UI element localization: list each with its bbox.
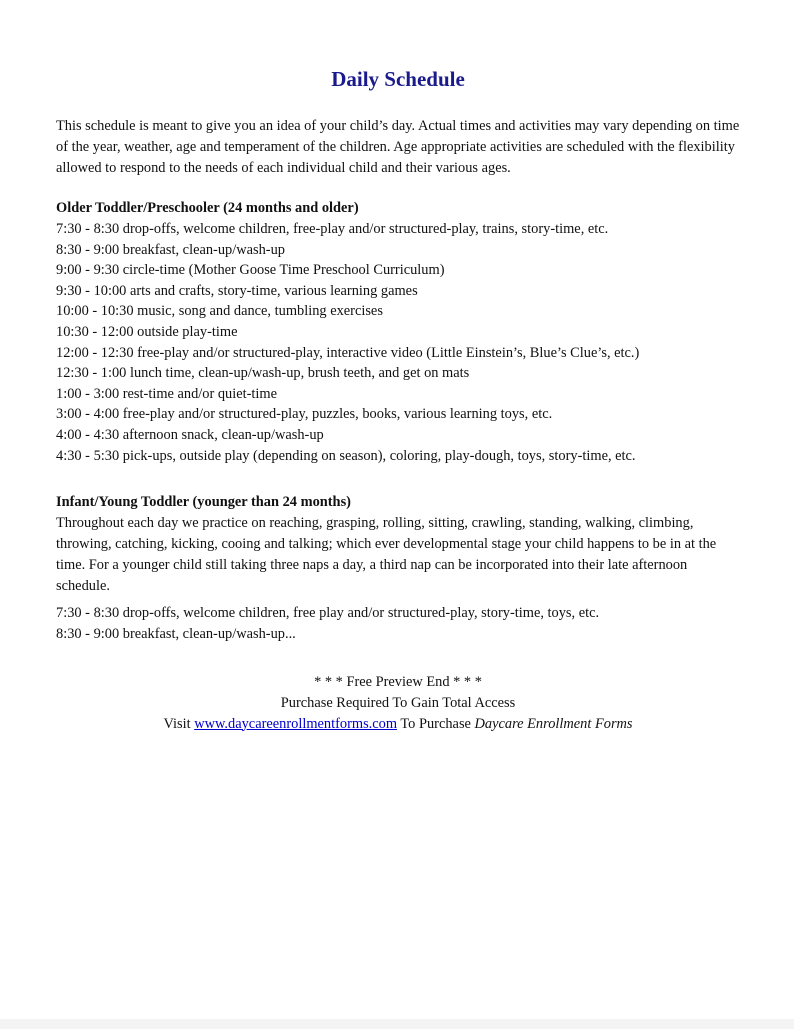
website-link[interactable]: www.daycareenrollmentforms.com: [194, 715, 398, 732]
page-bottom-edge: [0, 1019, 794, 1029]
schedule-item: 12:00 - 12:30 free-play and/or structured-play, interactive video (Little Einstein’s, Blue’s Clue’s, etc.): [56, 344, 640, 361]
schedule-item: 10:30 - 12:00 outside play-time: [56, 323, 238, 340]
schedule-item: 4:00 - 4:30 afternoon snack, clean-up/wash-up: [56, 426, 324, 443]
older-section: [56, 198, 740, 466]
purchase-required-text: Purchase Required To Gain Total Access: [280, 694, 516, 711]
section-spacer: [56, 466, 740, 492]
infant-description: Throughout each day we practice on reaching, grasping, rolling, sitting, crawling, standing, walking, climbing, throwing, catching, kicking, cooing and talking; which ever developmental stage your child happens to be in at the time. For a younger child still taking three naps a day, a third nap can be incorporated into their late afternoon schedule.: [56, 515, 717, 595]
visit-line: [56, 714, 740, 735]
schedule-item: 7:30 - 8:30 drop-offs, welcome children, free play and/or structured-play, story-time, toys, etc.: [56, 605, 600, 622]
older-section-heading: Older Toddler/Preschooler (24 months and older): [56, 200, 359, 216]
schedule-item: 9:30 - 10:00 arts and crafts, story-time, various learning games: [56, 282, 418, 299]
schedule-item: 8:30 - 9:00 breakfast, clean-up/wash-up...: [56, 625, 296, 642]
preview-end-text: * * * Free Preview End * * *: [314, 674, 482, 691]
schedule-item: 3:00 - 4:00 free-play and/or structured-play, puzzles, books, various learning toys, etc.: [56, 406, 553, 423]
page-title: Daily Schedule: [331, 67, 465, 91]
product-name: Daycare Enrollment Forms: [474, 715, 633, 732]
schedule-item: 9:00 - 9:30 circle-time (Mother Goose Time Preschool Curriculum): [56, 262, 445, 279]
visit-prefix: Visit: [163, 715, 195, 732]
preview-footer: [56, 672, 740, 734]
schedule-item: 4:30 - 5:30 pick-ups, outside play (depending on season), coloring, play-dough, toys, story-time, etc.: [56, 447, 636, 464]
schedule-item: 10:00 - 10:30 music, song and dance, tumbling exercises: [56, 303, 383, 320]
intro-paragraph: This schedule is meant to give you an idea of your child’s day. Actual times and activities may vary depending on time of the year, weather, age and temperament of the children. Age appropriate activities are scheduled with the flexibility allowed to respond to the needs of each individual child and their various ages.: [56, 118, 740, 176]
document-page: [56, 62, 740, 734]
infant-section: [56, 492, 740, 644]
schedule-item: 7:30 - 8:30 drop-offs, welcome children, free-play and/or structured-play, trains, story-time, etc.: [56, 221, 609, 237]
schedule-item: 1:00 - 3:00 rest-time and/or quiet-time: [56, 385, 278, 402]
schedule-item: 8:30 - 9:00 breakfast, clean-up/wash-up: [56, 241, 285, 258]
infant-section-heading: Infant/Young Toddler (younger than 24 months): [56, 494, 351, 511]
schedule-item: 12:30 - 1:00 lunch time, clean-up/wash-up, brush teeth, and get on mats: [56, 365, 470, 382]
to-purchase-text: To Purchase: [397, 715, 475, 732]
